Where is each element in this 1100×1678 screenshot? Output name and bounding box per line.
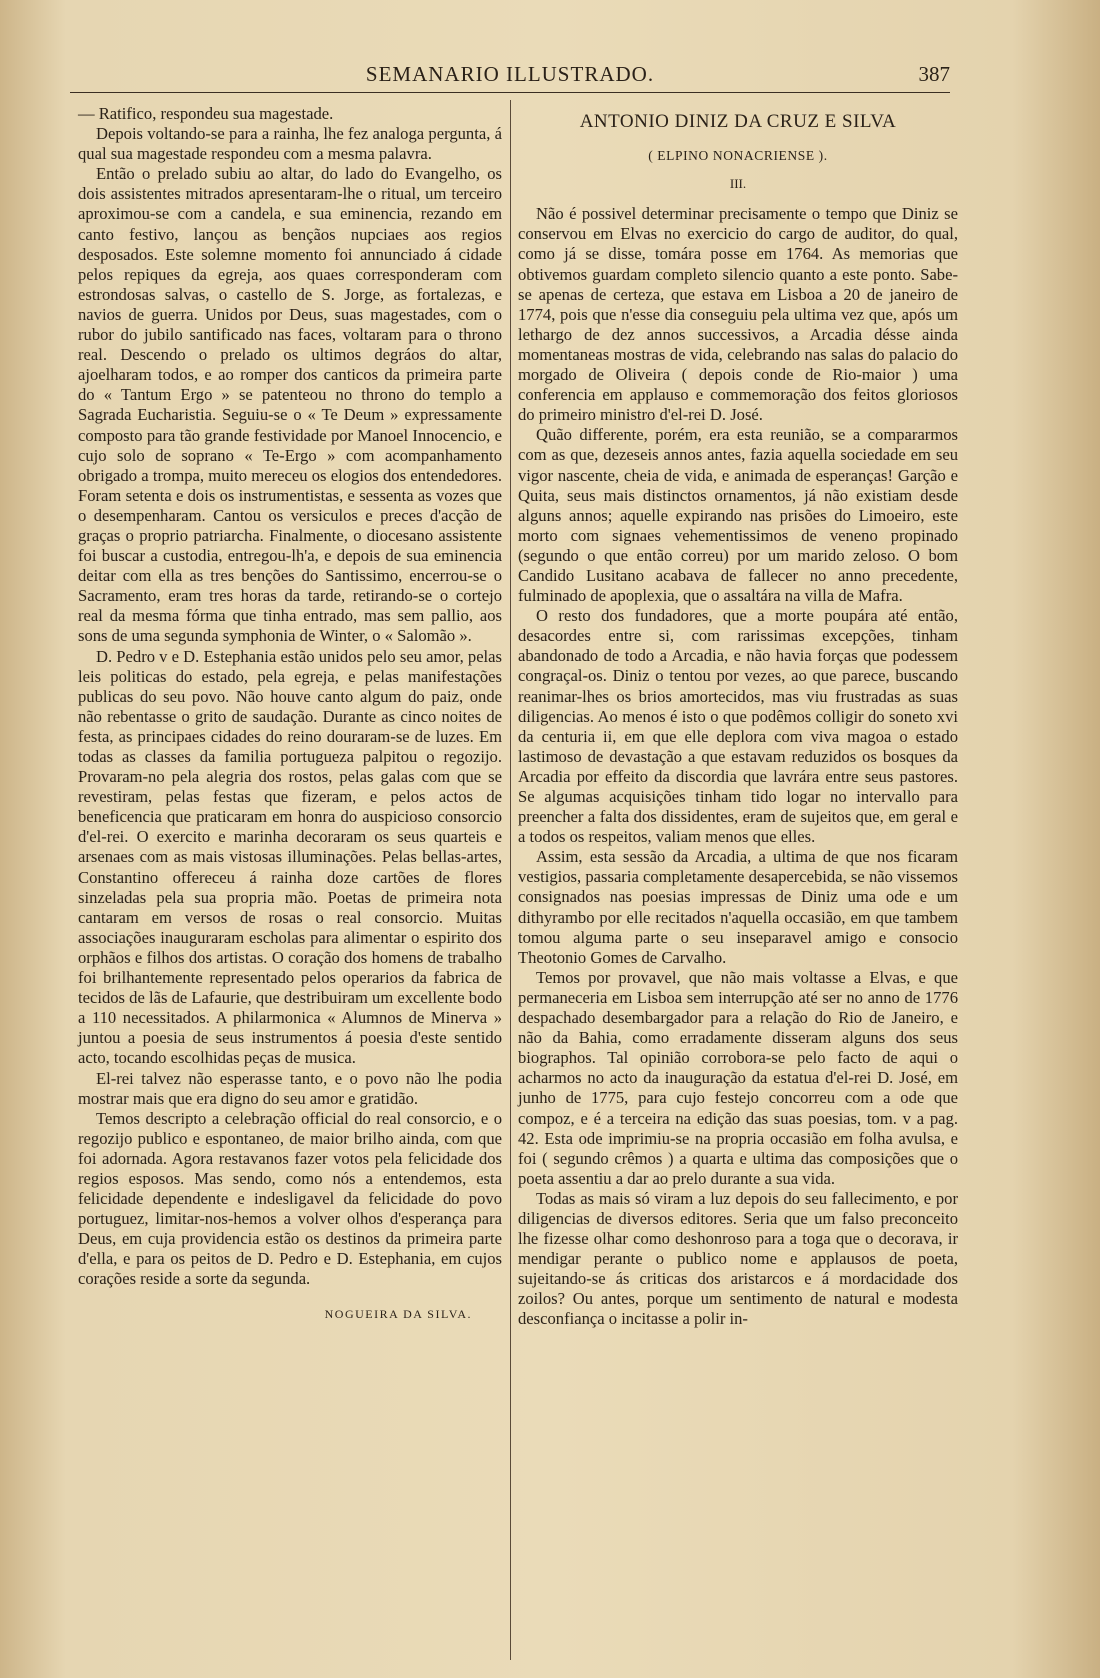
- paragraph: — Ratifico, respondeu sua magestade.: [78, 104, 334, 123]
- paragraph: Não é possivel determinar precisamente o tempo que Diniz se conservou em Elvas no exercicio do cargo de auditor, do qual, como já se disse, tomára posse em 1764. As memorias que obtivemos guardam completo silencio quanto a este ponto. Sabe-se apenas de certeza, que estava em Lisboa a 20 de janeiro de 1774, pois que n'esse dia conseguiu pela ultima vez que, após um lethargo de dez annos successivos, a Arcadia désse ainda momentaneas mostras de vida, celebrando nas salas do palacio do morgado de Oliveira ( depois conde de Rio-maior ) uma conferencia em applauso e commemoração dos feitos gloriosos do primeiro ministro d'el-rei D. José.: [518, 204, 958, 425]
- paragraph: Temos por provavel, que não mais voltasse a Elvas, e que permaneceria em Lisboa sem interrupção até ser no anno de 1776 despachado desembargador para a relação do Rio de Janeiro, e não da Bahia, como erradamente disseram alguns dos seus biographos. Tal opinião corrobora-se pelo facto de aqui o acharmos no acto da inauguração da estatua d'el-rei D. José, em junho de 1775, para cujo festejo concorreu com a ode que compoz, e é a terceira na edição das suas poesias, tom. v a pag. 42. Esta ode imprimiu-se na propria occasião em folha avulsa, e foi ( segundo crêmos ) a quarta e ultima das composições que o poeta assentiu a dar ao prelo durante a sua vida.: [518, 967, 958, 1188]
- left-column: [78, 104, 502, 1324]
- article-subtitle: ( ELPINO NONACRIENSE ).: [648, 148, 828, 164]
- paragraph: O resto dos fundadores, que a morte poupára até então, desacordes entre si, com rarissimas excepções, tinham abandonado de todo a Arcadia, e não havia forças que podessem congraçal-os. Diniz o tentou por vezes, ao que parece, buscando reanimar-lhes os brios amortecidos, mas viu frustradas as suas diligencias. Ao menos é isto o que podêmos colligir do soneto xvi da centuria ii, em que elle deplora com viva magoa o estado lastimoso de devastação a que estavam reduzidos os bosques da Arcadia por effeito da discordia que lavrára entre seus pastores. Se algumas acquisições tinham tido logar no intervallo para preencher a falta dos dissidentes, eram de sujeitos que, em geral e a todos os respeitos, valiam menos que elles.: [518, 606, 958, 847]
- paragraph: El-rei talvez não esperasse tanto, e o povo não lhe podia mostrar mais que era digno do seu amor e gratidão.: [78, 1068, 502, 1108]
- paragraph: Quão differente, porém, era esta reunião, se a compararmos com as que, dezeseis annos antes, fazia aquella sociedade em seu vigor nascente, cheia de vida, e animada de esperanças! Garção e Quita, seus mais distinctos ornamentos, já não existiam desde alguns annos; aquelle expirando nas prisões do Limoeiro, este morto com signaes vehementissimos de veneno propinado (segundo o que então correu) por um marido zeloso. O bom Candido Lusitano acabava de fallecer no anno precedente, fulminado de apoplexia, que o assaltára na villa de Mafra.: [518, 425, 958, 606]
- paragraph: Depois voltando-se para a rainha, lhe fez analoga pergunta, á qual sua magestade respondeu com a mesma palavra.: [78, 124, 502, 164]
- paragraph: Todas as mais só viram a luz depois do seu fallecimento, e por diligencias de diversos editores. Seria que um falso preconceito lhe fizesse olhar como deshonroso para a toga que o decorava, ir mendigar perante o publico nome e applausos de poeta, sujeitando-se ás criticas dos aristarcos e á mordacidade dos zoilos? Ou antes, porque um sentimento de natural e modesta desconfiança o incitasse a polir in-: [518, 1188, 958, 1329]
- section-number: III.: [729, 176, 747, 192]
- paragraph: Assim, esta sessão da Arcadia, a ultima de que nos ficaram vestigios, passaria completamente desapercebida, se não vissemos consignados nas poesias impressas de Diniz uma ode e um dithyrambo por elle recitados n'aquella occasião, em que tambem tomou alguma parte o seu inseparavel amigo e consocio Theotonio Gomes de Carvalho.: [518, 847, 958, 967]
- paragraph: Temos descripto a celebração official do real consorcio, e o regozijo publico e espontaneo, de maior brilho ainda, com que foi adornada. Agora restavanos fazer votos pela felicidade dos regios esposos. Mas sendo, como nós a entendemos, esta felicidade dependente e indesligavel da felicidade do povo portuguez, limitar-nos-hemos a volver olhos d'esperança para Deus, em cuja providencia estão os destinos da primeira parte d'ella, e para os peitos de D. Pedro e D. Estephania, em cujos corações reside a sorte da segunda.: [78, 1108, 502, 1289]
- header-rule: [70, 92, 950, 93]
- author-signature: NOGUEIRA DA SILVA.: [324, 1306, 472, 1321]
- running-title: SEMANARIO ILLUSTRADO.: [365, 62, 655, 86]
- right-column: [518, 104, 958, 1330]
- page-header: [70, 62, 950, 90]
- paragraph: D. Pedro v e D. Estephania estão unidos pelo seu amor, pelas leis politicas do estado, pela egreja, e pelas manifestações publicas do seu povo. Não houve canto algum do paiz, onde não rebentasse o grito de saudação. Durante as cinco noites de festa, as principaes cidades do reino douraram-se de luzes. Em todas as classes da familia portugueza palpitou o regozijo. Provaram-no pela alegria dos rostos, pelas galas com que se revestiram, pelas festas que fizeram, e pelos actos de beneficencia que praticaram em honra do auspicioso consorcio d'el-rei. O exercito e marinha decoraram os seus quarteis e arsenaes com as mais vistosas illuminações. Pelas bellas-artes, Constantino offereceu á rainha doze cartões de flores sinzeladas pela sua propria mão. Poetas de primeira nota cantaram em versos de rosas o real consorcio. Muitas associações inauguraram escholas para alimentar o espirito dos orphãos e filhos dos artistas. O coração dos homens de trabalho foi brilhantemente representado pelos operarios da fabrica de tecidos de lãs de Lafaurie, que destribuiram um excellente bodo a 110 necessitados. A philarmonica « Alumnos de Minerva » juntou a poesia de seus instrumentos á poesia d'este sentido acto, tocando escolhidas peças de musica.: [78, 646, 502, 1068]
- column-divider: [510, 100, 511, 1660]
- article-title: ANTONIO DINIZ DA CRUZ E SILVA: [579, 111, 897, 132]
- page-number: 387: [918, 62, 950, 86]
- paragraph: Então o prelado subiu ao altar, do lado do Evangelho, os dois assistentes mitrados apresentaram-lhe o ritual, um terceiro aproximou-se com a candela, e sua eminencia, rezando em canto festivo, lançou as bençãos nupciaes aos regios desposados. Este solemne momento foi annunciado á cidade pelos repiques da egreja, aos quaes corresponderam com estrondosas salvas, o castello de S. Jorge, as fortalezas, e navios de guerra. Unidos por Deus, suas magestades, com o rubor do jubilo santificado nas faces, voltaram para o throno real. Descendo o prelado os ultimos degráos do altar, ajoelharam todos, e ao romper dos canticos da primeira parte do « Tantum Ergo » se patenteou no throno do templo a Sagrada Eucharistia. Seguiu-se o « Te Deum » expressamente composto para tão grande festividade por Manoel Innocencio, e cujo solo de soprano « Te-Ergo » com acompanhamento obrigado a trompa, muito mereceu os elogios dos entendedores. Foram setenta e dois os instrumentistas, e sessenta as vozes que o desempenharam. Cantou os versiculos e preces d'acção de graças o proprio patriarcha. Finalmente, o diocesano assistente foi buscar a custodia, entregou-lh'a, e depois de sua eminencia deitar com ella as tres benções do Santissimo, encerrou-se o Sacramento, eram tres horas da tarde, retirando-se o cortejo real da mesma fórma que tinha entrado, mas sem pallio, aos sons de uma segunda symphonia de Winter, o « Salomão ».: [78, 164, 502, 646]
